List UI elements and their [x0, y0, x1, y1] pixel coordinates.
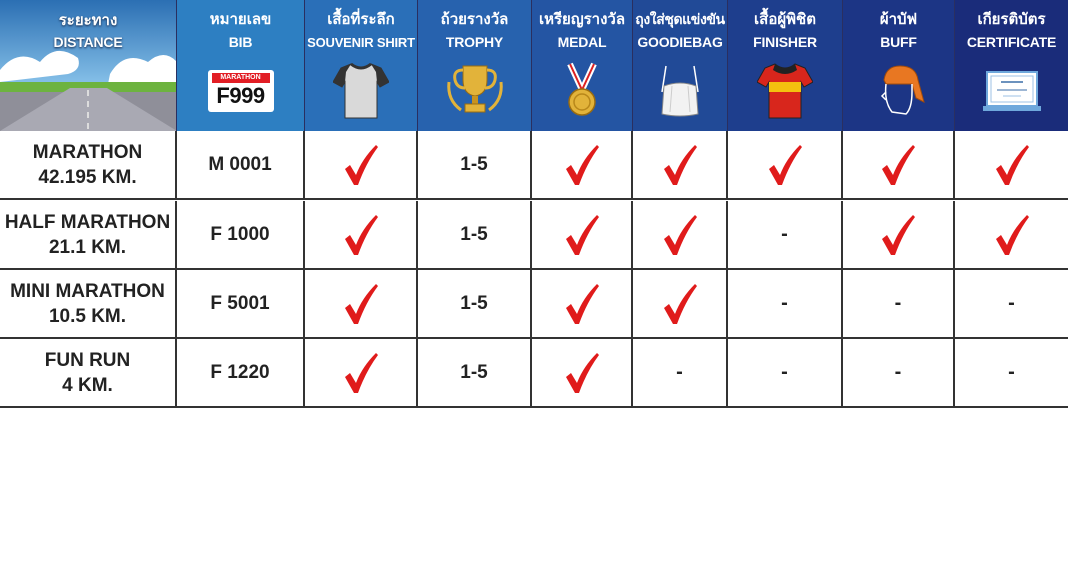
value-text: F 1000: [210, 223, 270, 245]
distance-name: MINI MARATHON: [10, 280, 165, 302]
distance-name: FUN RUN: [44, 349, 131, 371]
cell-medal: [532, 270, 633, 337]
table-row-marathon: [0, 131, 1068, 200]
table-row-mini-marathon: [0, 270, 1068, 339]
distance-name: MARATHON: [32, 141, 143, 163]
value-text: F 1220: [210, 361, 270, 383]
cell-shirt: [305, 339, 418, 406]
header-buff-th: ผ้าบัฟ: [879, 11, 918, 28]
header-trophy-th: ถ้วยรางวัล: [440, 11, 509, 28]
trophy-icon: [445, 62, 505, 118]
check-icon: [767, 143, 803, 187]
cell-buff: [843, 201, 955, 268]
header-trophy-en: TROPHY: [445, 34, 504, 50]
cell-trophy: [418, 270, 532, 337]
dash-value: -: [676, 361, 683, 383]
distance-km: 10.5 KM.: [48, 305, 127, 327]
dash-value: -: [894, 361, 902, 383]
distance-km: 42.195 KM.: [38, 166, 137, 188]
buff-icon: [872, 62, 926, 118]
cell-medal: [532, 339, 633, 406]
value-text: 1-5: [460, 292, 488, 314]
cell-trophy: [418, 131, 532, 198]
check-icon: [343, 143, 379, 187]
cell-distance: [0, 201, 177, 268]
check-icon: [564, 143, 600, 187]
cell-distance: [0, 131, 177, 198]
cell-bib: [177, 339, 305, 406]
bag-icon: [658, 62, 702, 118]
value-text: 1-5: [460, 223, 488, 245]
cell-goodiebag: [633, 339, 728, 406]
distance-km: 4 KM.: [62, 374, 113, 396]
header-certificate: [955, 0, 1068, 131]
finisher-shirt-icon: [757, 62, 813, 120]
check-icon: [994, 213, 1030, 257]
header-certificate-en: CERTIFICATE: [966, 34, 1057, 50]
header-bib-en: BIB: [228, 34, 253, 50]
cell-bib: [177, 201, 305, 268]
cell-buff: [843, 131, 955, 198]
header-finisher-en: FINISHER: [753, 34, 817, 50]
header-medal: [532, 0, 633, 131]
bib-small-text: MARATHON: [212, 73, 270, 83]
cell-finisher: [728, 201, 843, 268]
header-bib: [177, 0, 305, 131]
check-icon: [662, 213, 698, 257]
distance-name: HALF MARATHON: [4, 211, 171, 233]
table-row-half-marathon: [0, 201, 1068, 270]
cell-buff: [843, 339, 955, 406]
header-distance-th: ระยะทาง: [58, 12, 118, 29]
check-icon: [343, 282, 379, 326]
table-header: [0, 0, 1068, 131]
check-icon: [343, 351, 379, 395]
header-medal-th: เหรียญรางวัล: [538, 11, 626, 28]
check-icon: [880, 143, 916, 187]
check-icon: [662, 143, 698, 187]
header-goodiebag-th: ถุงใส่ชุดแข่งขัน: [635, 11, 725, 27]
header-buff-en: BUFF: [880, 34, 917, 50]
cell-medal: [532, 131, 633, 198]
cell-finisher: [728, 270, 843, 337]
header-bib-th: หมายเลข: [209, 11, 272, 28]
header-medal-en: MEDAL: [557, 34, 607, 50]
value-text: M 0001: [208, 153, 272, 175]
dash-value: -: [894, 292, 902, 314]
cell-shirt: [305, 131, 418, 198]
dash-value: -: [1008, 361, 1015, 383]
dash-value: -: [781, 292, 788, 314]
value-text: 1-5: [460, 361, 488, 383]
check-icon: [564, 282, 600, 326]
bib-icon: [208, 70, 274, 112]
value-text: F 5001: [210, 292, 270, 314]
cell-goodiebag: [633, 131, 728, 198]
cell-certificate: [955, 339, 1068, 406]
check-icon: [343, 213, 379, 257]
check-icon: [662, 282, 698, 326]
header-certificate-th: เกียรติบัตร: [977, 11, 1046, 28]
bib-number: F999: [216, 83, 265, 108]
check-icon: [564, 213, 600, 257]
check-icon: [564, 351, 600, 395]
certificate-icon: [983, 70, 1041, 114]
header-goodiebag-en: GOODIEBAG: [637, 34, 723, 50]
dash-value: -: [1008, 292, 1015, 314]
header-shirt-th: เสื้อที่ระลึก: [327, 11, 395, 28]
header-trophy: [418, 0, 532, 131]
cell-shirt: [305, 201, 418, 268]
cell-shirt: [305, 270, 418, 337]
header-finisher: [728, 0, 843, 131]
cell-goodiebag: [633, 201, 728, 268]
header-distance: [0, 0, 177, 131]
header-finisher-th: เสื้อผู้พิชิต: [754, 11, 816, 28]
cell-certificate: [955, 131, 1068, 198]
cell-buff: [843, 270, 955, 337]
shirt-icon: [333, 62, 389, 120]
check-icon: [994, 143, 1030, 187]
cell-trophy: [418, 339, 532, 406]
header-souvenir-shirt: [305, 0, 418, 131]
check-icon: [880, 213, 916, 257]
cell-bib: [177, 270, 305, 337]
table-row-fun-run: [0, 339, 1068, 408]
cell-certificate: [955, 270, 1068, 337]
cell-finisher: [728, 339, 843, 406]
medal-icon: [562, 62, 602, 118]
cell-distance: [0, 339, 177, 406]
value-text: 1-5: [460, 153, 488, 175]
header-distance-en: DISTANCE: [53, 34, 123, 50]
cell-finisher: [728, 131, 843, 198]
cell-bib: [177, 131, 305, 198]
cell-medal: [532, 201, 633, 268]
header-buff: [843, 0, 955, 131]
cell-certificate: [955, 201, 1068, 268]
cell-goodiebag: [633, 270, 728, 337]
cell-distance: [0, 270, 177, 337]
dash-value: -: [781, 223, 788, 245]
header-goodiebag: [633, 0, 728, 131]
distance-km: 21.1 KM.: [48, 236, 127, 258]
cell-trophy: [418, 201, 532, 268]
dash-value: -: [781, 361, 788, 383]
header-shirt-en: SOUVENIR SHIRT: [307, 35, 415, 50]
